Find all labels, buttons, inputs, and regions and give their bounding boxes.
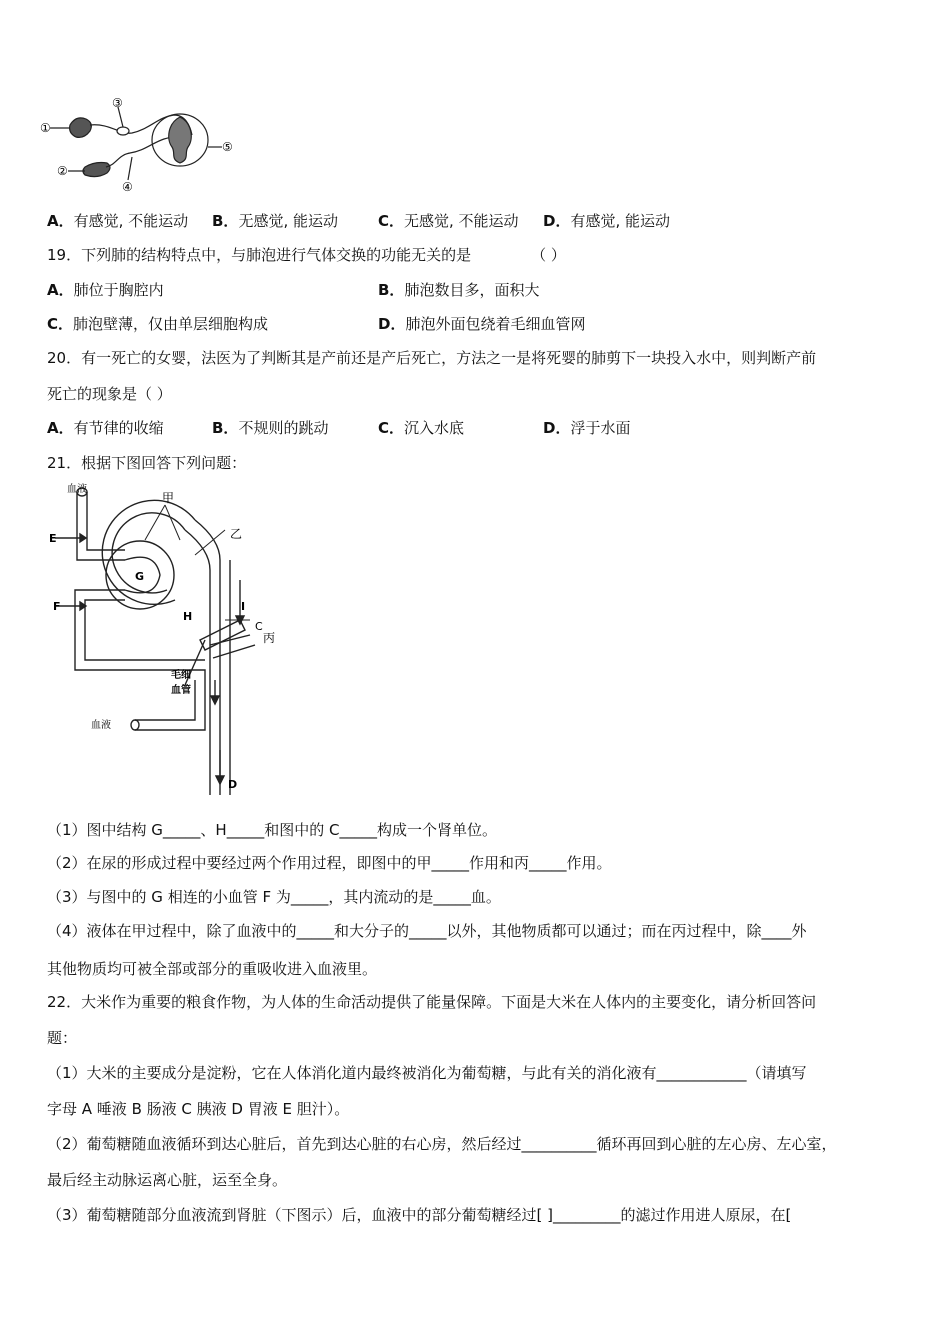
q22-sub2-line1: （2）葡萄糖随血液循环到达心脏后，首先到达心脏的右心房，然后经过__________循环再回到心脏的左心房、左心室， xyxy=(47,1135,837,1153)
e-label: E xyxy=(49,532,57,545)
i-label: I xyxy=(241,600,246,613)
q21-sub3: （3）与图中的 G 相连的小血管 F 为_____，其内流动的是_____血。 xyxy=(47,888,501,906)
blood-top-label: 血液 xyxy=(67,484,87,495)
q20-option-c: C．沉入水底 xyxy=(378,419,465,437)
q19-option-c: C．肺泡壁薄，仅由单层细胞构成 xyxy=(47,315,269,333)
q18-option-c: C．无感觉, 不能运动 xyxy=(378,212,519,230)
q19-option-d: D．肺泡外面包绕着毛细血管网 xyxy=(378,315,586,333)
q22-sub1-line2: 字母 A 唾液 B 肠液 C 胰液 D 胃液 E 胆汁）。 xyxy=(47,1100,350,1118)
q18-option-d: D．有感觉, 能运动 xyxy=(543,212,670,230)
q21-sub2: （2）在尿的形成过程中要经过两个作用过程，即图中的甲_____作用和丙_____作用。 xyxy=(47,854,612,872)
q21-stem: 21．根据下图回答下列问题： xyxy=(47,454,247,472)
label-1: ① xyxy=(40,121,51,135)
label-4: ④ xyxy=(122,180,133,194)
q18-option-a: A．有感觉, 不能运动 xyxy=(47,212,189,230)
nephron-diagram xyxy=(45,480,285,798)
q20-stem-line2: 死亡的现象是（ ） xyxy=(47,385,172,403)
q22-sub2-line2: 最后经主动脉运离心脏，运至全身。 xyxy=(47,1171,288,1189)
h-label: H xyxy=(183,610,193,623)
q21-sub4-line1: （4）液体在甲过程中，除了血液中的_____和大分子的_____以外，其他物质都可以通过；而在丙过程中，除____外 xyxy=(47,922,807,940)
label-2: ② xyxy=(57,164,68,178)
jia-label: 甲 xyxy=(162,491,175,505)
q20-stem-line1: 20．有一死亡的女婴，法医为了判断其是产前还是产后死亡，方法之一是将死婴的肺剪下一块投入水中，则判断产前 xyxy=(47,349,817,367)
q20-option-a: A．有节律的收缩 xyxy=(47,419,164,437)
blood-bottom-label: 血液 xyxy=(91,720,111,731)
q19-option-b: B．肺泡数目多，面积大 xyxy=(378,281,540,299)
q20-option-b: B．不规则的跳动 xyxy=(212,419,329,437)
q22-sub1-line1: （1）大米的主要成分是淀粉，它在人体消化道内最终被消化为葡萄糖，与此有关的消化液有____________（请填写 xyxy=(47,1064,807,1082)
d-label: D xyxy=(228,778,238,791)
q22-sub3-line1: （3）葡萄糖随部分血液流到肾脏（下图示）后，血液中的部分葡萄糖经过[ ]_________的滤过作用进人原尿，在[ xyxy=(47,1206,792,1224)
q22-stem-line1: 22．大米作为重要的粮食作物，为人体的生命活动提供了能量保障。下面是大米在人体内的主要变化，请分析回答问 xyxy=(47,993,817,1011)
capillary-label-2: 血管 xyxy=(171,685,191,696)
f-label: F xyxy=(53,600,61,613)
q18-option-b: B．无感觉, 能运动 xyxy=(212,212,338,230)
yi-label: 乙 xyxy=(230,527,243,541)
q21-sub4-line2: 其他物质均可被全部或部分的重吸收进入血液里。 xyxy=(47,960,378,978)
label-3: ③ xyxy=(112,96,123,110)
label-5: ⑤ xyxy=(222,140,233,154)
g-label: G xyxy=(135,570,145,583)
c-label: C xyxy=(255,620,263,633)
capillary-label-1: 毛细 xyxy=(171,670,191,681)
reflex-arc-figure xyxy=(40,95,240,195)
bing-label: 丙 xyxy=(263,631,276,645)
q22-stem-line2: 题： xyxy=(47,1029,78,1047)
q20-option-d: D．浮于水面 xyxy=(543,419,631,437)
q21-sub1: （1）图中结构 G_____、H_____和图中的 C_____构成一个肾单位。 xyxy=(47,821,497,839)
q19-option-a: A．肺位于胸腔内 xyxy=(47,281,164,299)
q19-stem: 19．下列肺的结构特点中，与肺泡进行气体交换的功能无关的是 （ ） xyxy=(47,246,566,264)
